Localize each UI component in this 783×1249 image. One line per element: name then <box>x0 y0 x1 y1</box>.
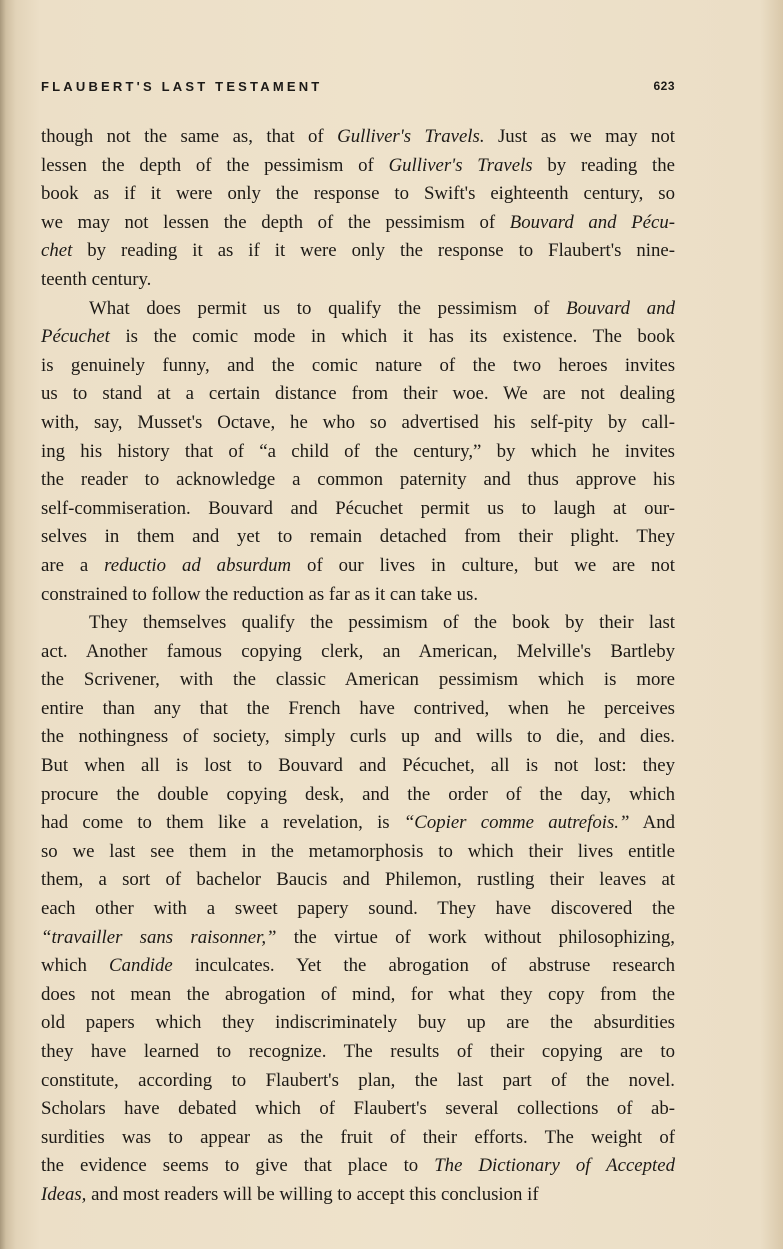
running-head <box>41 79 675 99</box>
text-line <box>41 1009 675 1038</box>
italic-text: The Dictionary of Accepted <box>434 1155 675 1177</box>
text-line <box>41 1181 675 1210</box>
text-run: them, a sort of bachelor Baucis and Philemon, rustling their leaves at <box>41 869 675 891</box>
text-run: us to stand at a certain distance from their woe. We are not dealing <box>41 383 675 405</box>
text-run: act. Another famous copying clerk, an American, Melville's Bartleby <box>41 640 675 662</box>
text-run: and most readers will be willing to accept this conclusion if <box>86 1183 539 1205</box>
text-run: we may not lessen the depth of the pessimism of <box>41 211 510 233</box>
text-run: by reading the <box>532 154 675 176</box>
text-line <box>41 1124 675 1153</box>
text-run: teenth century. <box>41 268 152 290</box>
text-run: But when all is lost to Bouvard and Pécuchet, all is not lost: they <box>41 755 675 777</box>
italic-text: chet <box>41 240 73 262</box>
text-line <box>41 1067 675 1096</box>
text-line <box>41 638 675 667</box>
text-run: selves in them and yet to remain detached from their plight. They <box>41 526 675 548</box>
italic-text: Gulliver's Travels. <box>337 126 485 147</box>
text-line <box>41 838 675 867</box>
text-run: is genuinely funny, and the comic nature of the two heroes invites <box>41 354 675 376</box>
text-run: they have learned to recognize. The results of their copying are to <box>41 1041 675 1062</box>
text-run: so we last see them in the metamorphosis to which their lives entitle <box>41 840 675 862</box>
text-run: of our lives in culture, but we are not <box>291 554 675 576</box>
italic-text: reductio ad absurdum <box>104 554 292 576</box>
italic-text: Ideas, <box>41 1183 87 1205</box>
text-run: ing his history that of “a child of the century,” by which he invites <box>41 440 675 462</box>
text-line <box>41 695 675 724</box>
text-line <box>41 323 675 352</box>
text-run: which <box>41 955 110 977</box>
text-line <box>41 237 675 266</box>
text-run: with, say, Musset's Octave, he who so advertised his self-pity by call- <box>41 411 675 433</box>
text-run: entire than any that the French have contrived, when he perceives <box>41 697 675 719</box>
text-line <box>41 924 675 953</box>
running-head-title: FLAUBERT'S LAST TESTAMENT <box>41 79 323 94</box>
text-line <box>41 1152 675 1181</box>
text-run: Just as we may not <box>484 126 675 147</box>
text-run: book as if it were only the response to Swift's eighteenth century, so <box>41 183 675 205</box>
text-run: old papers which they indiscriminately buy up are the absurdities <box>41 1012 675 1034</box>
text-line <box>41 295 675 324</box>
text-run: And <box>629 812 675 834</box>
italic-text: “travailler sans raisonner,” <box>41 926 277 948</box>
text-run: the virtue of work without philosophizing, <box>276 926 675 948</box>
text-run: had come to them like a revelation, is <box>41 812 404 834</box>
text-run: inculcates. Yet the abrogation of abstruse research <box>172 955 675 977</box>
text-line <box>41 752 675 781</box>
italic-text: Bouvard and <box>566 297 675 319</box>
text-run: They themselves qualify the pessimism of the book by their last <box>89 612 675 634</box>
italic-text: Gulliver's Travels <box>388 154 533 176</box>
text-line <box>41 552 675 581</box>
text-run: constrained to follow the reduction as far as it can take us. <box>41 583 479 605</box>
text-run: though not the same as, that of <box>41 126 338 147</box>
text-line <box>41 466 675 495</box>
text-run: constitute, according to Flaubert's plan, the last part of the novel. <box>41 1069 675 1091</box>
text-line <box>41 866 675 895</box>
text-line <box>41 180 675 209</box>
italic-text: Bouvard and Pécu- <box>509 211 675 233</box>
text-line <box>41 981 675 1010</box>
text-line <box>41 609 675 638</box>
text-run: lessen the depth of the pessimism of <box>41 154 389 176</box>
text-line <box>41 266 675 295</box>
text-line <box>41 380 675 409</box>
text-line <box>41 352 675 381</box>
text-run: by reading it as if it were only the response to Flaubert's nine- <box>72 240 675 262</box>
text-line <box>41 666 675 695</box>
text-line <box>41 438 675 467</box>
text-line <box>41 523 675 552</box>
text-line <box>41 809 675 838</box>
text-line <box>41 952 675 981</box>
text-run: are a <box>41 554 105 576</box>
text-run: What does permit us to qualify the pessimism of <box>89 297 567 319</box>
text-line <box>41 152 675 181</box>
text-line <box>41 723 675 752</box>
text-line <box>41 781 675 810</box>
text-line <box>41 123 675 152</box>
text-run: the evidence seems to give that place to <box>41 1155 435 1177</box>
text-run: self-commiseration. Bouvard and Pécuchet permit us to laugh at our- <box>41 497 675 519</box>
text-run: the reader to acknowledge a common paternity and thus approve his <box>41 469 675 491</box>
text-run: each other with a sweet papery sound. They have discovered the <box>41 898 675 920</box>
text-run: is the comic mode in which it has its existence. The book <box>109 326 675 348</box>
italic-text: “Copier comme autrefois.” <box>403 812 630 834</box>
paragraph <box>41 123 675 295</box>
text-line <box>41 495 675 524</box>
text-run: the Scrivener, with the classic American pessimism which is more <box>41 669 675 691</box>
paragraph <box>41 295 675 610</box>
text-run: procure the double copying desk, and the order of the day, which <box>41 783 675 805</box>
text-run: Scholars have debated which of Flaubert's several collections of ab- <box>41 1098 675 1120</box>
text-line <box>41 1095 675 1124</box>
text-run: surdities was to appear as the fruit of their efforts. The weight of <box>41 1126 675 1148</box>
italic-text: Candide <box>109 955 173 977</box>
text-line <box>41 209 675 238</box>
text-run: the nothingness of society, simply curls up and wills to die, and dies. <box>41 726 675 748</box>
page-number: 623 <box>653 79 675 93</box>
text-line <box>41 409 675 438</box>
body-text <box>41 123 675 1210</box>
text-line <box>41 895 675 924</box>
text-line <box>41 1038 675 1067</box>
italic-text: Pécuchet <box>41 326 110 348</box>
text-line <box>41 581 675 610</box>
paragraph <box>41 609 675 1209</box>
text-run: does not mean the abrogation of mind, for what they copy from the <box>41 983 675 1005</box>
